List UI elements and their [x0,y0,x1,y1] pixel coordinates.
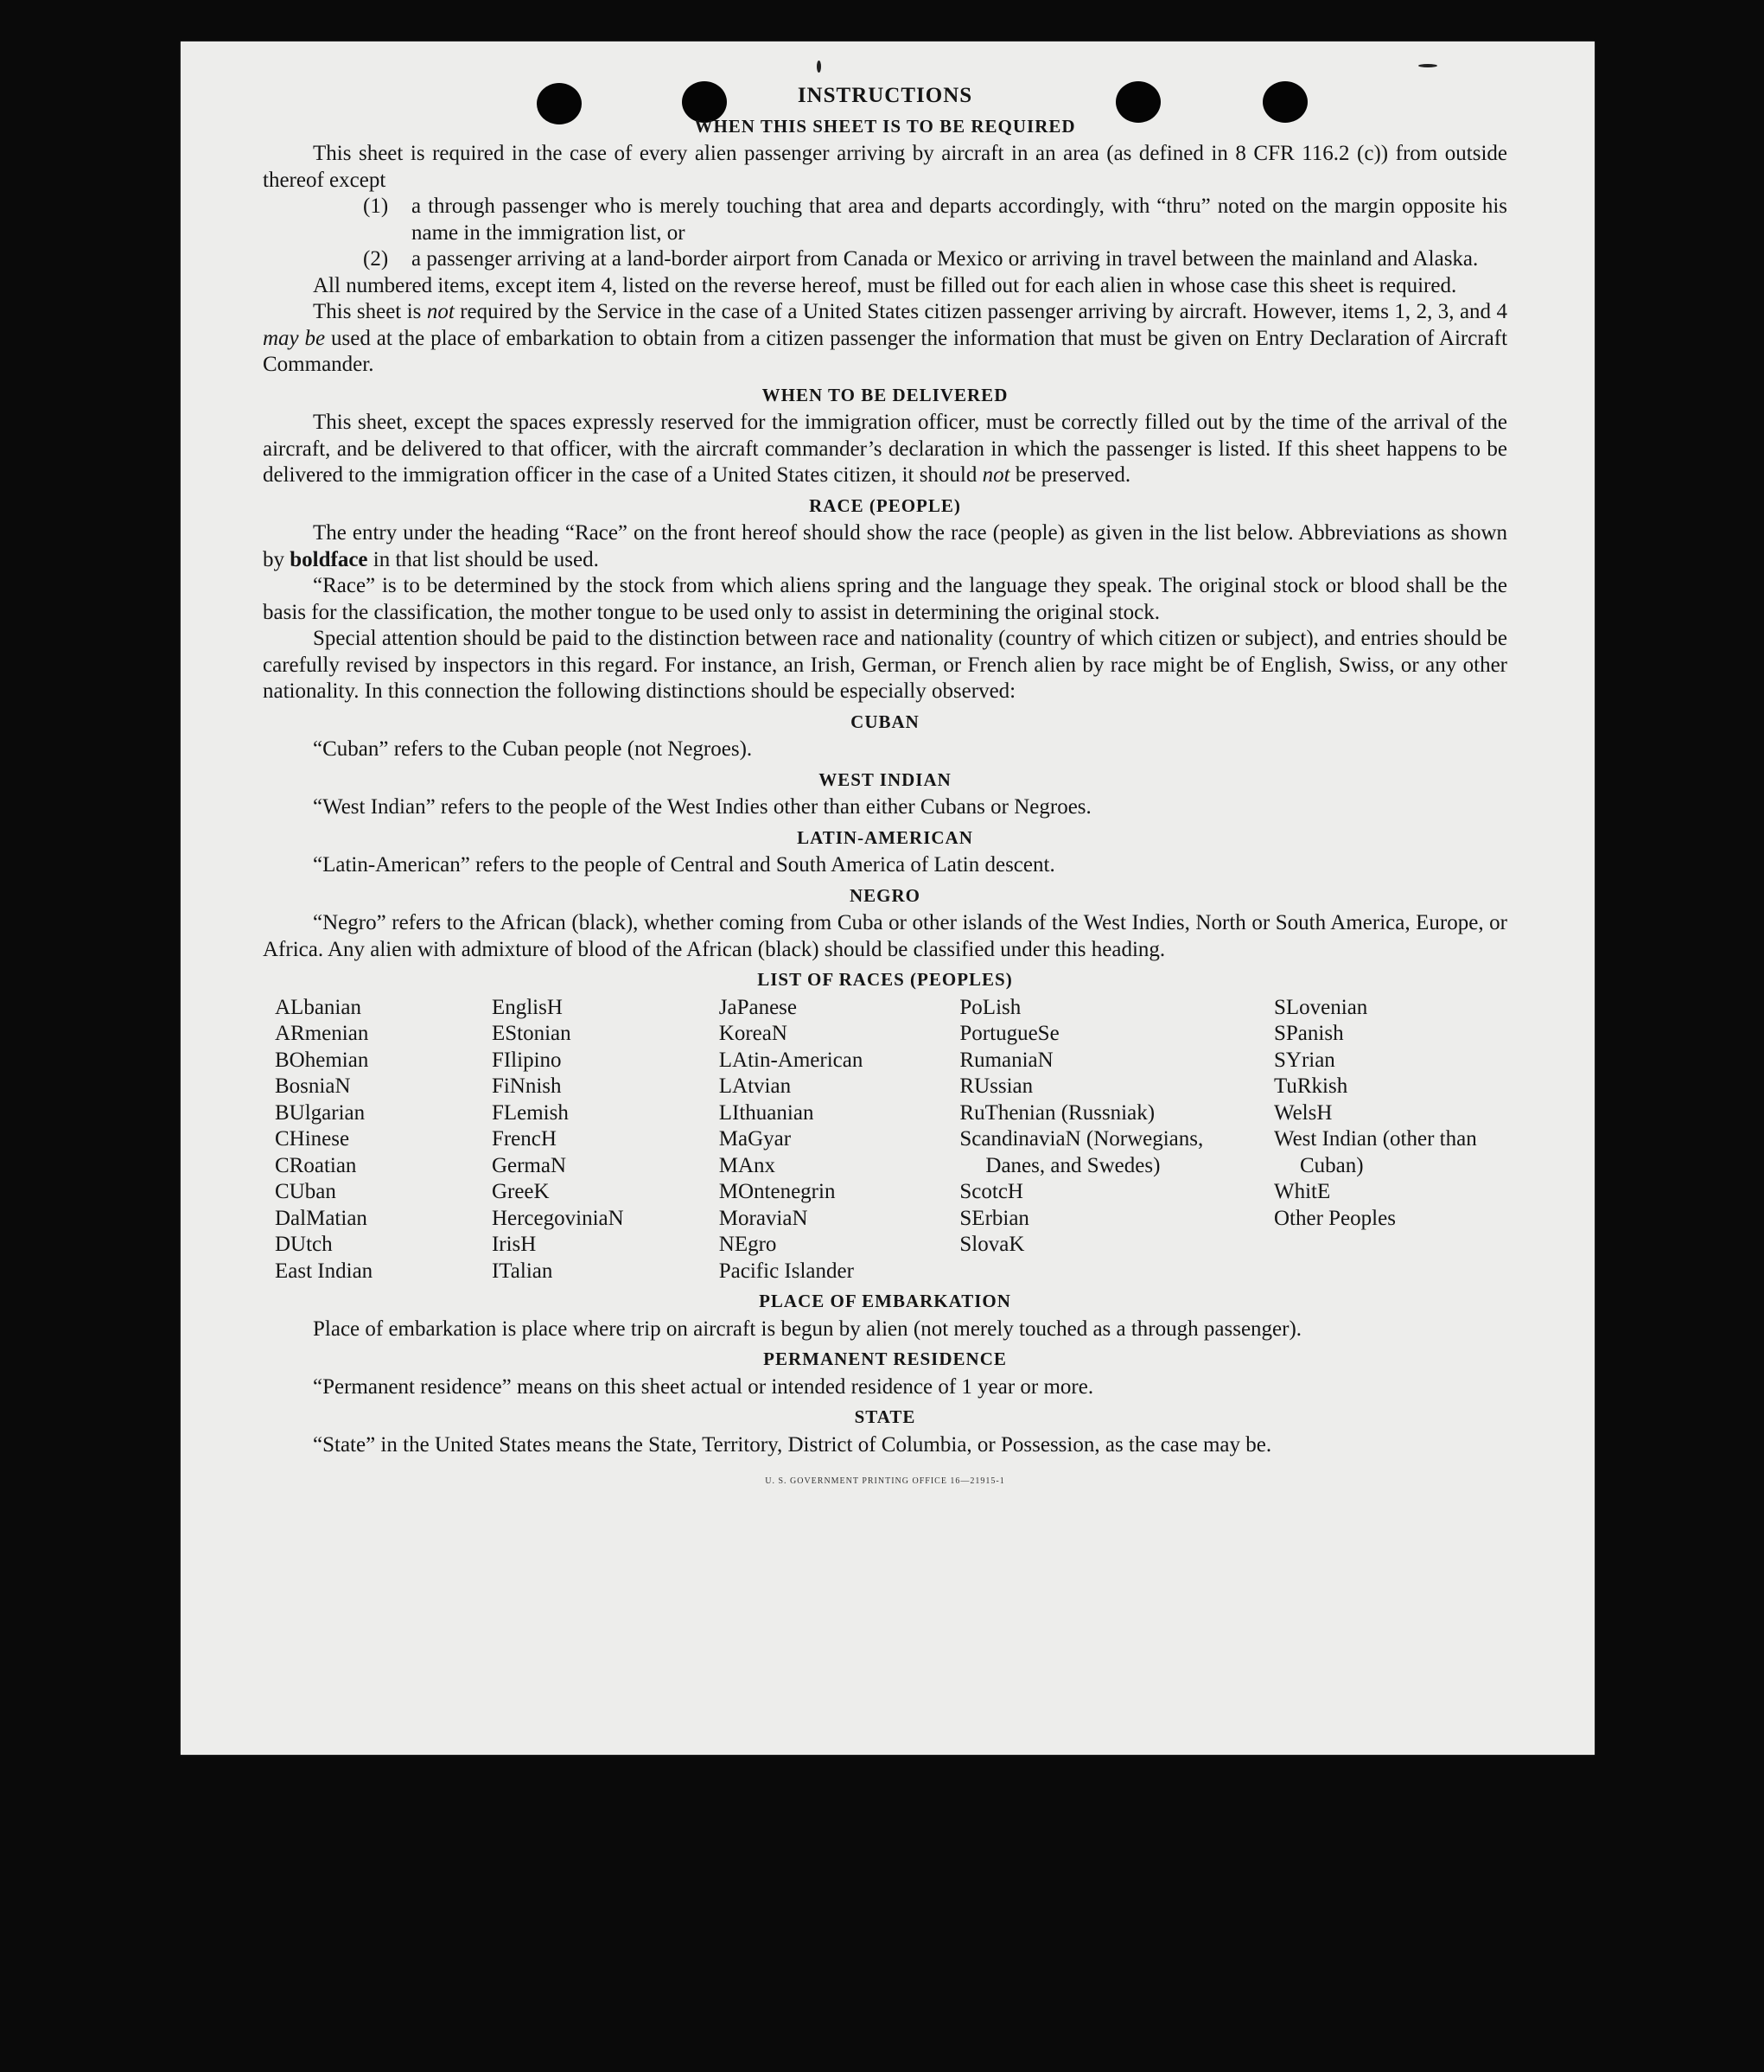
race-item: CRoatian [275,1153,357,1177]
race-item: BosniaN [275,1074,351,1098]
heading-delivered: WHEN TO BE DELIVERED [761,384,1009,405]
required-intro: This sheet is required in the case of every alien passenger arriving by aircraft in an area (as defined in 8 CFR 116.2 (c)) from outside thereof except [263,142,1507,192]
exception-text: a passenger arriving at a land-border airport from Canada or Mexico or arriving in travel between the mainland and Alaska. [411,247,1479,271]
races-column-3 [719,995,960,1285]
race-para-3: Special attention should be paid to the distinction between race and nationality (country of which citizen or subject), and entries should be carefully revised by inspectors in this regard. For instance, an Irish, German, or French alien by race might be of English, Swiss, or any other nationality. In this connection the following distinctions should be especially observed: [263,627,1507,703]
race-item: NEgro [718,1233,777,1256]
required-para-3: This sheet is not required by the Service in the case of a United States citizen passenger arriving by aircraft. However, items 1, 2, 3, and 4 may be used at the place of embarkation to obtain from a citizen passenger the information that must be given on Entry Declaration of Aircraft Commander. [263,300,1508,376]
heading-residence: PERMANENT RESIDENCE [763,1348,1007,1369]
heading-latin-american: LATIN-AMERICAN [797,826,973,848]
state-text: “State” in the United States means the State, Territory, District of Columbia, or Possession, as the case may be. [313,1432,1272,1457]
heading-cuban: CUBAN [850,711,920,732]
heading-list-of-races: LIST OF RACES (PEOPLES) [757,969,1013,990]
race-item: TuRkish [1273,1074,1348,1098]
race-item: West Indian (other than Cuban) [1273,1127,1477,1177]
delivered-text: This sheet, except the spaces expressly reserved for the immigration officer, must be correctly filled out by the time of the arrival of the aircraft, and be delivered to that officer, with the aircraft commander’s declaration in which the passenger is listed. If this sheet happens to be delivered to the immigration officer in the case of a United States citizen, it should not be preserved. [263,411,1507,487]
heading-required: WHEN THIS SHEET IS TO BE REQUIRED [694,115,1076,137]
residence-text: “Permanent residence” means on this sheet actual or intended residence of 1 year or more. [313,1374,1094,1399]
heading-west-indian: WEST INDIAN [818,768,952,790]
race-item: SYrian [1273,1048,1335,1072]
race-item: MAnx [718,1153,776,1177]
race-item: LAtin-American [718,1048,863,1072]
race-item: FrencH [491,1127,557,1151]
race-item: IrisH [491,1233,537,1256]
races-column-4 [959,995,1274,1285]
races-column-5 [1274,995,1507,1285]
race-item: DalMatian [275,1206,367,1230]
ink-speck [1418,64,1437,67]
race-item: ARmenian [275,1022,369,1045]
cuban-text: “Cuban” refers to the Cuban people (not Negroes). [313,737,753,761]
race-item: EStonian [491,1022,571,1045]
instructions-text [263,83,1507,1495]
heading-state: STATE [854,1406,916,1427]
negro-text: “Negro” refers to the African (black), whether coming from Cuba or other islands of the West Indies, North or South America, Europe, or Africa. Any alien with admixture of blood of the African (black) should be classified under this heading. [263,911,1507,961]
races-column-2 [492,995,719,1285]
race-item: GermaN [491,1153,567,1177]
race-item: DUtch [275,1233,333,1256]
race-item: East Indian [275,1259,373,1283]
race-para-2: “Race” is to be determined by the stock from which aliens spring and the language they speak. The original stock or blood shall be the basis for the classification, the mother tongue to be used only to assist in determining the original stock. [263,574,1507,624]
race-item: Other Peoples [1273,1206,1396,1230]
race-item: ScotcH [959,1180,1023,1203]
race-item: RuThenian (Russniak) [959,1100,1156,1125]
west-indian-text: “West Indian” refers to the people of the West Indies other than either Cubans or Negroes. [313,795,1092,819]
heading-race: RACE (PEOPLE) [809,494,961,516]
race-item: RumaniaN [959,1048,1054,1072]
race-item: SLovenian [1273,995,1368,1019]
race-item: MoraviaN [718,1206,808,1230]
race-item: FLemish [491,1100,569,1125]
race-item: KoreaN [718,1022,787,1045]
race-item: WhitE [1273,1180,1331,1203]
page-title: INSTRUCTIONS [797,84,973,107]
exception-item [363,246,1507,273]
race-item: FIlipino [491,1048,562,1072]
race-item: WelsH [1273,1100,1333,1125]
exception-number: (1) [363,194,389,218]
races-column-1 [275,995,492,1285]
race-item: SPanish [1273,1022,1344,1045]
race-item: CHinese [275,1127,350,1151]
race-item: GreeK [491,1180,550,1203]
printer-imprint: U. S. GOVERNMENT PRINTING OFFICE 16—21915-1 [765,1476,1005,1486]
document-page [181,41,1595,1755]
race-item: Pacific Islander [718,1259,854,1283]
race-item: SlovaK [959,1233,1025,1256]
race-para-1: The entry under the heading “Race” on the front hereof should show the race (people) as given in the list below. Abbreviations as shown by boldface in that list should be used. [263,521,1507,571]
exception-item [363,194,1507,246]
heading-negro: NEGRO [849,884,920,906]
race-item: PoLish [959,995,1022,1019]
race-item: HercegoviniaN [491,1206,624,1230]
race-item: ScandinaviaN (Norwegians, Danes, and Swedes) [959,1127,1204,1177]
heading-embarkation: PLACE OF EMBARKATION [759,1291,1011,1311]
race-item: RUssian [959,1074,1034,1098]
race-item: ALbanian [275,995,361,1019]
race-item: SErbian [959,1206,1029,1230]
embarkation-text: Place of embarkation is place where trip on aircraft is begun by alien (not merely touched as a through passenger). [313,1317,1302,1341]
race-item: LAtvian [718,1074,792,1098]
exception-text: a through passenger who is merely touching that area and departs accordingly, with “thru” noted on the margin opposite his name in the immigration list, or [411,194,1507,245]
race-item: LIthuanian [718,1100,814,1125]
ink-speck [817,61,821,73]
latin-american-text: “Latin-American” refers to the people of Central and South America of Latin descent. [313,853,1055,877]
race-item: BUlgarian [275,1100,366,1125]
race-item: BOhemian [275,1048,369,1072]
race-item: CUban [275,1180,336,1203]
race-item: EnglisH [491,995,563,1019]
race-item: FiNnish [491,1074,562,1098]
races-list [275,995,1507,1285]
race-item: JaPanese [718,995,798,1019]
race-item: MOntenegrin [718,1180,836,1203]
required-para-2: All numbered items, except item 4, listed on the reverse hereof, must be filled out for each alien in whose case this sheet is required. [313,273,1457,297]
race-item: ITalian [491,1259,553,1283]
exception-number: (2) [363,247,389,271]
race-item: PortugueSe [959,1022,1060,1045]
race-item: MaGyar [718,1127,792,1151]
